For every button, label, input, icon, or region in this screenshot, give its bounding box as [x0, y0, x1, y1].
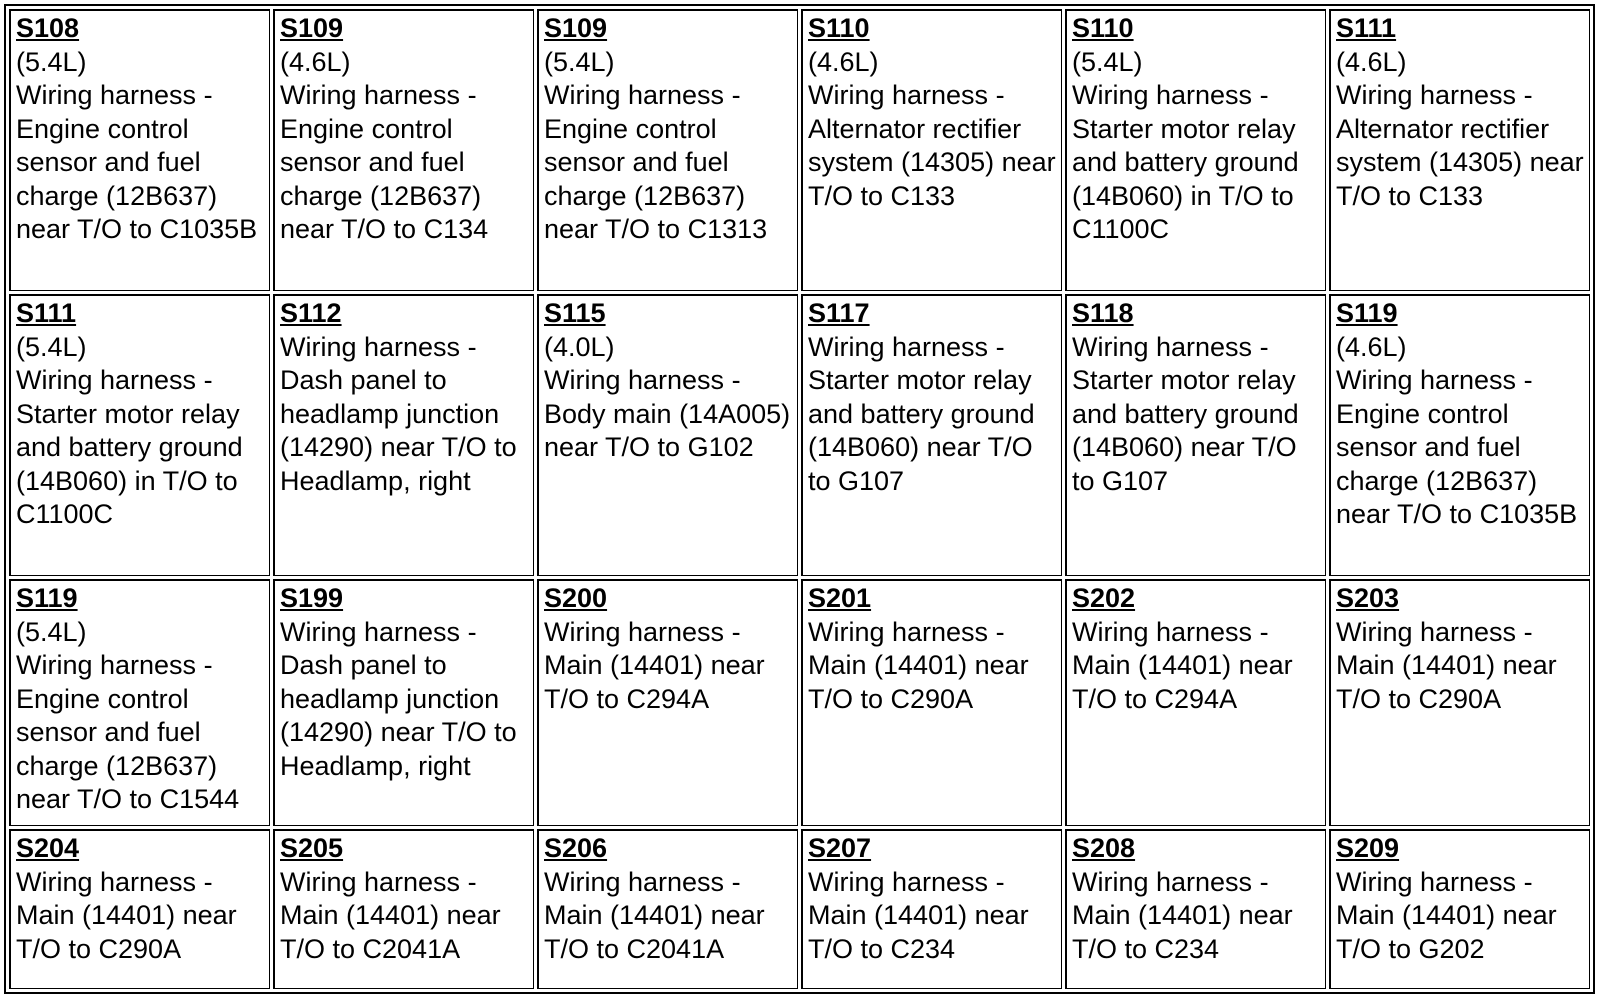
splice-description: Wiring harness - Main (14401) near T/O to C2041A	[544, 866, 765, 964]
splice-description: Wiring harness - Starter motor relay and battery ground (14B060) in T/O to C1100C	[16, 365, 243, 529]
splice-description: Wiring harness - Main (14401) near T/O to C2041A	[280, 866, 501, 964]
splice-description: Wiring harness - Starter motor relay and battery ground (14B060) near T/O to G107	[1072, 331, 1299, 496]
splice-cell	[537, 579, 798, 826]
splice-code: S199	[280, 583, 344, 613]
splice-cell	[273, 9, 534, 291]
splice-cell	[1065, 829, 1326, 989]
splice-cell	[9, 829, 270, 989]
splice-description: Wiring harness - Starter motor relay and battery ground (14B060) in T/O to C1100C	[1072, 80, 1299, 244]
splice-description: Wiring harness - Engine control sensor and fuel charge (12B637) near T/O to C1544	[16, 650, 240, 814]
splice-code: S207	[808, 833, 872, 863]
splice-cell	[273, 829, 534, 989]
splice-description: Wiring harness - Main (14401) near T/O to C290A	[1336, 616, 1557, 714]
splice-cell	[537, 829, 798, 989]
splice-description: Wiring harness - Main (14401) near T/O to C234	[1072, 866, 1293, 964]
engine-note: (4.6L)	[808, 46, 879, 77]
engine-note: (5.4L)	[16, 616, 87, 647]
splice-cell	[1065, 294, 1326, 576]
splice-code: S110	[808, 13, 870, 43]
splice-code: S111	[1336, 13, 1397, 43]
splice-cell	[537, 294, 798, 576]
splice-description: Wiring harness - Engine control sensor and fuel charge (12B637) near T/O to C134	[280, 80, 489, 244]
splice-description: Wiring harness - Main (14401) near T/O to G202	[1336, 866, 1557, 964]
splice-cell	[1329, 579, 1590, 826]
splice-cell	[801, 9, 1062, 291]
splice-cell	[273, 579, 534, 826]
splice-cell	[801, 294, 1062, 576]
splice-code: S209	[1336, 833, 1400, 863]
splice-code: S118	[1072, 298, 1134, 328]
splice-code: S208	[1072, 833, 1136, 863]
engine-note: (5.4L)	[16, 46, 87, 77]
engine-note: (4.0L)	[544, 331, 615, 362]
splice-code: S115	[544, 298, 606, 328]
splice-code: S117	[808, 298, 870, 328]
splice-cell	[1065, 9, 1326, 291]
splice-code: S206	[544, 833, 608, 863]
splice-cell	[1329, 294, 1590, 576]
engine-note: (5.4L)	[16, 331, 87, 362]
splice-code: S201	[808, 583, 872, 613]
splice-cell	[9, 9, 270, 291]
splice-cell	[1329, 9, 1590, 291]
splice-code: S203	[1336, 583, 1400, 613]
splice-description: Wiring harness - Main (14401) near T/O to C290A	[808, 616, 1029, 714]
splice-code: S119	[1336, 298, 1398, 328]
splice-code: S108	[16, 13, 80, 43]
splice-description: Wiring harness - Engine control sensor and fuel charge (12B637) near T/O to C1035B	[16, 80, 258, 244]
splice-description: Wiring harness - Main (14401) near T/O to C234	[808, 866, 1029, 964]
splice-code: S109	[280, 13, 344, 43]
splice-cell	[1329, 829, 1590, 989]
splice-description: Wiring harness - Alternator rectifier system (14305) near T/O to C133	[808, 80, 1056, 211]
splice-table	[4, 4, 1595, 994]
splice-code: S112	[280, 298, 342, 328]
splice-description: Wiring harness - Main (14401) near T/O to C294A	[1072, 616, 1293, 714]
splice-cell	[9, 294, 270, 576]
splice-cell	[801, 579, 1062, 826]
splice-cell	[1065, 579, 1326, 826]
engine-note: (5.4L)	[544, 46, 615, 77]
splice-description: Wiring harness - Starter motor relay and battery ground (14B060) near T/O to G107	[808, 331, 1035, 496]
splice-description: Wiring harness - Main (14401) near T/O to C294A	[544, 616, 765, 714]
splice-cell	[801, 829, 1062, 989]
splice-code: S205	[280, 833, 344, 863]
splice-code: S111	[16, 298, 77, 328]
splice-cell	[537, 9, 798, 291]
splice-description: Wiring harness - Dash panel to headlamp junction (14290) near T/O to Headlamp, right	[280, 616, 517, 781]
splice-code: S200	[544, 583, 608, 613]
splice-code: S109	[544, 13, 608, 43]
engine-note: (4.6L)	[1336, 331, 1407, 362]
splice-code: S204	[16, 833, 80, 863]
splice-description: Wiring harness - Body main (14A005) near T/O to G102	[544, 365, 791, 462]
engine-note: (4.6L)	[280, 46, 351, 77]
engine-note: (4.6L)	[1336, 46, 1407, 77]
splice-cell	[273, 294, 534, 576]
splice-code: S110	[1072, 13, 1134, 43]
splice-description: Wiring harness - Engine control sensor and fuel charge (12B637) near T/O to C1035B	[1336, 365, 1578, 529]
splice-cell	[9, 579, 270, 826]
splice-description: Wiring harness - Alternator rectifier system (14305) near T/O to C133	[1336, 80, 1584, 211]
engine-note: (5.4L)	[1072, 46, 1143, 77]
splice-code: S202	[1072, 583, 1136, 613]
splice-description: Wiring harness - Dash panel to headlamp junction (14290) near T/O to Headlamp, right	[280, 331, 517, 496]
splice-description: Wiring harness - Engine control sensor and fuel charge (12B637) near T/O to C1313	[544, 80, 768, 244]
splice-code: S119	[16, 583, 78, 613]
splice-description: Wiring harness - Main (14401) near T/O to C290A	[16, 866, 237, 964]
